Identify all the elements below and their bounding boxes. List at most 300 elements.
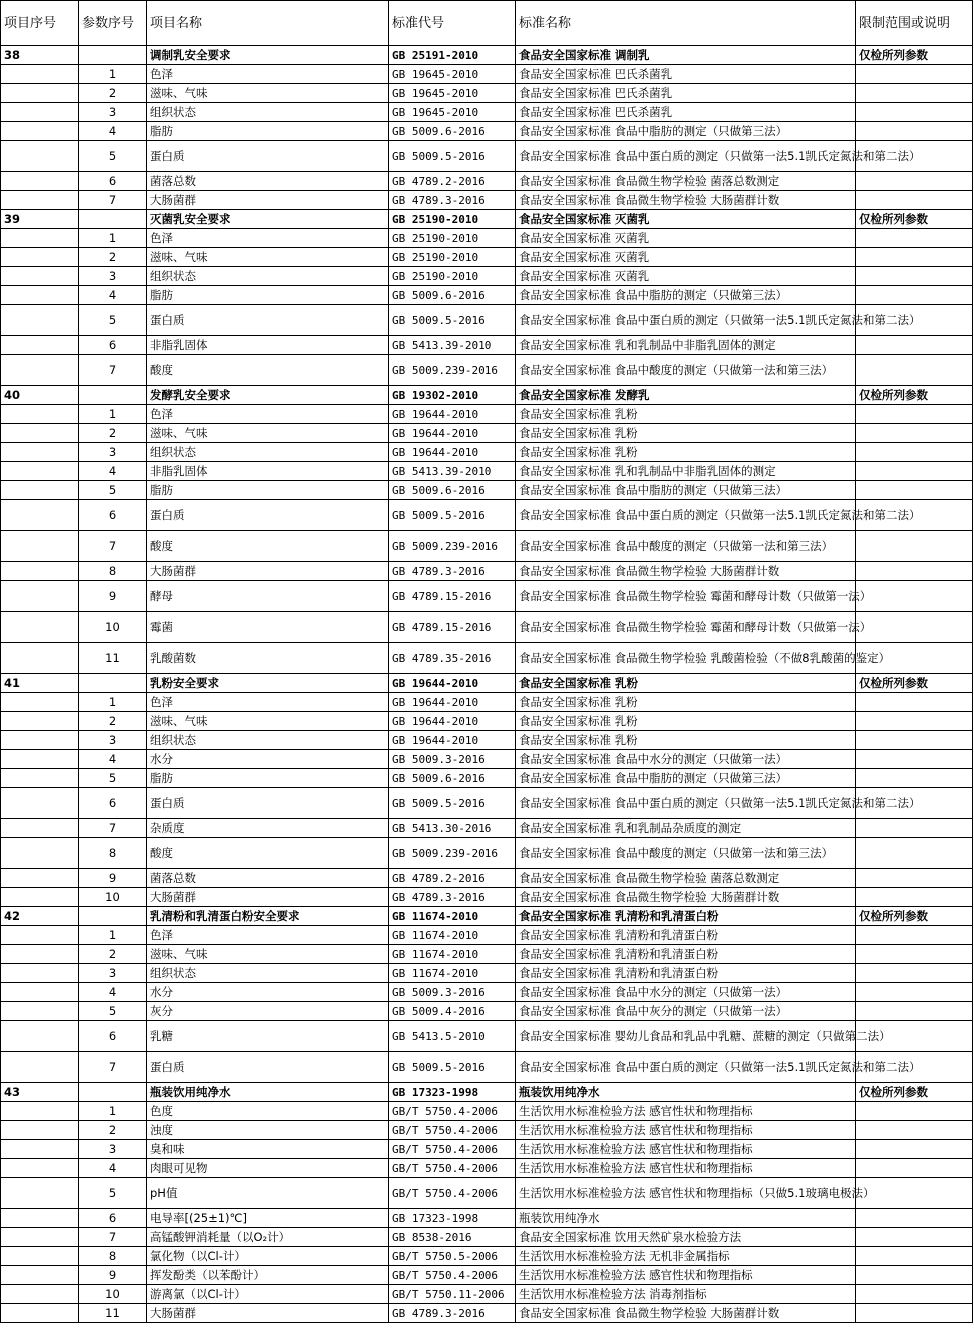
row-param-no: 6 (79, 1209, 147, 1228)
row-standard-name: 食品安全国家标准 巴氏杀菌乳 (516, 103, 856, 122)
row-param-no: 4 (79, 1159, 147, 1178)
row-standard-code: GB 4789.15-2016 (389, 581, 516, 612)
table-row (1, 65, 973, 84)
group-name: 灭菌乳安全要求 (147, 210, 389, 229)
row-param-no: 8 (79, 838, 147, 869)
row-note-empty (856, 693, 973, 712)
row-standard-name: 食品安全国家标准 食品中蛋白质的测定（只做第一法5.1凯氏定氮法和第二法） (516, 1052, 856, 1083)
row-param-no: 9 (79, 1266, 147, 1285)
row-standard-name: 食品安全国家标准 乳清粉和乳清蛋白粉 (516, 964, 856, 983)
row-standard-name: 生活饮用水标准检验方法 感官性状和物理指标 (516, 1121, 856, 1140)
row-project-empty (1, 443, 79, 462)
row-param-no: 1 (79, 65, 147, 84)
row-standard-name: 生活饮用水标准检验方法 消毒剂指标 (516, 1285, 856, 1304)
row-note-empty (856, 1228, 973, 1247)
row-standard-code: GB 5009.4-2016 (389, 1002, 516, 1021)
group-name: 调制乳安全要求 (147, 46, 389, 65)
row-item-name: 滋味、气味 (147, 945, 389, 964)
row-item-name: 色泽 (147, 65, 389, 84)
row-standard-name: 食品安全国家标准 食品中蛋白质的测定（只做第一法5.1凯氏定氮法和第二法） (516, 788, 856, 819)
row-item-name: 杂质度 (147, 819, 389, 838)
row-standard-name: 生活饮用水标准检验方法 感官性状和物理指标 (516, 1140, 856, 1159)
row-item-name: 非脂乳固体 (147, 336, 389, 355)
row-item-name: 游离氯（以Cl-计） (147, 1285, 389, 1304)
table-row (1, 1140, 973, 1159)
table-row (1, 1285, 973, 1304)
row-item-name: 脂肪 (147, 481, 389, 500)
group-row (1, 210, 973, 229)
row-standard-name: 食品安全国家标准 食品中水分的测定（只做第一法） (516, 983, 856, 1002)
row-project-empty (1, 1140, 79, 1159)
row-item-name: 大肠菌群 (147, 1304, 389, 1323)
group-param-empty (79, 674, 147, 693)
row-standard-name: 食品安全国家标准 食品中蛋白质的测定（只做第一法5.1凯氏定氮法和第二法） (516, 305, 856, 336)
group-note: 仅检所列参数 (856, 386, 973, 405)
row-param-no: 7 (79, 191, 147, 210)
table-row (1, 1266, 973, 1285)
group-param-empty (79, 46, 147, 65)
row-standard-name: 食品安全国家标准 乳粉 (516, 693, 856, 712)
row-param-no: 2 (79, 424, 147, 443)
table-row (1, 500, 973, 531)
row-standard-name: 食品安全国家标准 食品中酸度的测定（只做第一法和第三法） (516, 838, 856, 869)
header-standard-code: 标准代号 (389, 1, 516, 46)
group-name: 瓶装饮用纯净水 (147, 1083, 389, 1102)
row-item-name: 乳酸菌数 (147, 643, 389, 674)
row-note-empty (856, 1247, 973, 1266)
row-param-no: 4 (79, 462, 147, 481)
row-standard-code: GB 4789.15-2016 (389, 612, 516, 643)
header-param-no: 参数序号 (79, 1, 147, 46)
row-standard-name: 食品安全国家标准 乳粉 (516, 443, 856, 462)
row-project-empty (1, 103, 79, 122)
row-item-name: 大肠菌群 (147, 888, 389, 907)
row-standard-code: GB 25190-2010 (389, 248, 516, 267)
row-standard-name: 食品安全国家标准 乳清粉和乳清蛋白粉 (516, 926, 856, 945)
group-name: 发酵乳安全要求 (147, 386, 389, 405)
table-row (1, 1121, 973, 1140)
row-standard-code: GB/T 5750.4-2006 (389, 1102, 516, 1121)
row-project-empty (1, 888, 79, 907)
row-param-no: 1 (79, 405, 147, 424)
row-param-no: 5 (79, 305, 147, 336)
row-project-empty (1, 643, 79, 674)
table-row (1, 141, 973, 172)
row-standard-code: GB 19644-2010 (389, 424, 516, 443)
row-project-empty (1, 983, 79, 1002)
row-item-name: 蛋白质 (147, 1052, 389, 1083)
row-standard-name: 食品安全国家标准 食品中水分的测定（只做第一法） (516, 750, 856, 769)
row-param-no: 8 (79, 1247, 147, 1266)
row-param-no: 6 (79, 500, 147, 531)
row-note-empty (856, 712, 973, 731)
row-param-no: 2 (79, 84, 147, 103)
table-row (1, 581, 973, 612)
row-item-name: 大肠菌群 (147, 191, 389, 210)
row-project-empty (1, 336, 79, 355)
row-standard-name: 食品安全国家标准 乳清粉和乳清蛋白粉 (516, 945, 856, 964)
row-standard-code: GB 5413.39-2010 (389, 336, 516, 355)
table-row (1, 1228, 973, 1247)
row-standard-name: 食品安全国家标准 婴幼儿食品和乳品中乳糖、蔗糖的测定（只做第二法） (516, 1021, 856, 1052)
row-item-name: 乳糖 (147, 1021, 389, 1052)
row-param-no: 11 (79, 1304, 147, 1323)
table-row (1, 769, 973, 788)
table-row (1, 336, 973, 355)
row-standard-name: 食品安全国家标准 乳粉 (516, 424, 856, 443)
table-row (1, 643, 973, 674)
row-note-empty (856, 869, 973, 888)
row-standard-name: 生活饮用水标准检验方法 无机非金属指标 (516, 1247, 856, 1266)
group-note: 仅检所列参数 (856, 1083, 973, 1102)
row-note-empty (856, 1266, 973, 1285)
table-row (1, 84, 973, 103)
row-project-empty (1, 819, 79, 838)
row-project-empty (1, 65, 79, 84)
group-standard-name: 食品安全国家标准 灭菌乳 (516, 210, 856, 229)
row-note-empty (856, 286, 973, 305)
table-row (1, 1021, 973, 1052)
row-standard-code: GB 19644-2010 (389, 443, 516, 462)
table-row (1, 424, 973, 443)
row-item-name: 色泽 (147, 229, 389, 248)
row-item-name: 组织状态 (147, 267, 389, 286)
row-item-name: 挥发酚类（以苯酚计） (147, 1266, 389, 1285)
group-standard-code: GB 11674-2010 (389, 907, 516, 926)
row-param-no: 10 (79, 1285, 147, 1304)
table-row (1, 869, 973, 888)
table-row (1, 443, 973, 462)
row-param-no: 7 (79, 1052, 147, 1083)
group-standard-name: 食品安全国家标准 调制乳 (516, 46, 856, 65)
row-note-empty (856, 769, 973, 788)
row-project-empty (1, 172, 79, 191)
row-param-no: 11 (79, 643, 147, 674)
group-name: 乳清粉和乳清蛋白粉安全要求 (147, 907, 389, 926)
table-row (1, 888, 973, 907)
row-item-name: 酸度 (147, 531, 389, 562)
row-param-no: 6 (79, 172, 147, 191)
row-project-empty (1, 191, 79, 210)
row-project-empty (1, 1052, 79, 1083)
row-standard-code: GB 5009.3-2016 (389, 750, 516, 769)
table-row (1, 562, 973, 581)
row-note-empty (856, 248, 973, 267)
row-standard-code: GB 25190-2010 (389, 229, 516, 248)
row-param-no: 5 (79, 769, 147, 788)
table-row (1, 1159, 973, 1178)
row-item-name: 酵母 (147, 581, 389, 612)
row-param-no: 10 (79, 612, 147, 643)
row-item-name: 脂肪 (147, 122, 389, 141)
row-standard-code: GB 4789.35-2016 (389, 643, 516, 674)
row-param-no: 7 (79, 355, 147, 386)
row-standard-name: 食品安全国家标准 灭菌乳 (516, 248, 856, 267)
row-item-name: 蛋白质 (147, 500, 389, 531)
row-standard-code: GB 5009.5-2016 (389, 141, 516, 172)
row-project-empty (1, 84, 79, 103)
row-item-name: 色泽 (147, 405, 389, 424)
row-note-empty (856, 1140, 973, 1159)
row-standard-name: 食品安全国家标准 食品微生物学检验 大肠菌群计数 (516, 1304, 856, 1323)
row-standard-name: 食品安全国家标准 饮用天然矿泉水检验方法 (516, 1228, 856, 1247)
row-project-empty (1, 424, 79, 443)
row-param-no: 3 (79, 443, 147, 462)
header-project-name: 项目名称 (147, 1, 389, 46)
row-standard-code: GB 19645-2010 (389, 65, 516, 84)
row-standard-code: GB 19644-2010 (389, 731, 516, 750)
row-note-empty (856, 612, 973, 643)
row-standard-code: GB 5009.5-2016 (389, 788, 516, 819)
row-project-empty (1, 562, 79, 581)
row-item-name: 酸度 (147, 355, 389, 386)
row-standard-name: 食品安全国家标准 食品中脂肪的测定（只做第三法） (516, 481, 856, 500)
row-note-empty (856, 1209, 973, 1228)
row-note-empty (856, 1121, 973, 1140)
row-param-no: 5 (79, 1178, 147, 1209)
row-standard-code: GB 5009.239-2016 (389, 838, 516, 869)
row-item-name: 氯化物（以Cl-计） (147, 1247, 389, 1266)
row-param-no: 6 (79, 336, 147, 355)
table-row (1, 1247, 973, 1266)
row-project-empty (1, 531, 79, 562)
row-standard-name: 生活饮用水标准检验方法 感官性状和物理指标 (516, 1102, 856, 1121)
row-param-no: 6 (79, 788, 147, 819)
row-project-empty (1, 248, 79, 267)
row-project-empty (1, 1121, 79, 1140)
row-standard-name: 生活饮用水标准检验方法 感官性状和物理指标 (516, 1159, 856, 1178)
row-project-empty (1, 462, 79, 481)
header-row (1, 1, 973, 46)
group-name: 乳粉安全要求 (147, 674, 389, 693)
header-standard-name: 标准名称 (516, 1, 856, 46)
row-standard-name: 生活饮用水标准检验方法 感官性状和物理指标（只做5.1玻璃电极法） (516, 1178, 856, 1209)
row-standard-code: GB 4789.2-2016 (389, 172, 516, 191)
row-standard-name: 食品安全国家标准 食品微生物学检验 大肠菌群计数 (516, 191, 856, 210)
group-row (1, 46, 973, 65)
group-id: 40 (1, 386, 79, 405)
row-standard-name: 食品安全国家标准 食品中蛋白质的测定（只做第一法5.1凯氏定氮法和第二法） (516, 500, 856, 531)
table-row (1, 267, 973, 286)
row-project-empty (1, 731, 79, 750)
table-row (1, 819, 973, 838)
table-row (1, 531, 973, 562)
row-project-empty (1, 1228, 79, 1247)
group-row (1, 386, 973, 405)
row-note-empty (856, 945, 973, 964)
row-param-no: 3 (79, 1140, 147, 1159)
row-param-no: 4 (79, 122, 147, 141)
row-standard-code: GB 4789.2-2016 (389, 869, 516, 888)
row-standard-code: GB/T 5750.11-2006 (389, 1285, 516, 1304)
row-param-no: 1 (79, 926, 147, 945)
table-row (1, 305, 973, 336)
group-id: 39 (1, 210, 79, 229)
row-note-empty (856, 103, 973, 122)
group-id: 38 (1, 46, 79, 65)
row-project-empty (1, 405, 79, 424)
row-item-name: 菌落总数 (147, 869, 389, 888)
row-project-empty (1, 1002, 79, 1021)
row-standard-name: 食品安全国家标准 乳粉 (516, 712, 856, 731)
row-item-name: 电导率[(25±1)℃] (147, 1209, 389, 1228)
row-standard-code: GB 19645-2010 (389, 84, 516, 103)
table-row (1, 1052, 973, 1083)
row-project-empty (1, 141, 79, 172)
row-standard-name: 食品安全国家标准 食品微生物学检验 菌落总数测定 (516, 869, 856, 888)
row-standard-code: GB 4789.3-2016 (389, 562, 516, 581)
group-standard-name: 瓶装饮用纯净水 (516, 1083, 856, 1102)
row-standard-code: GB/T 5750.4-2006 (389, 1159, 516, 1178)
group-standard-code: GB 17323-1998 (389, 1083, 516, 1102)
group-standard-name: 食品安全国家标准 发酵乳 (516, 386, 856, 405)
row-param-no: 5 (79, 481, 147, 500)
row-note-empty (856, 562, 973, 581)
row-standard-name: 食品安全国家标准 乳粉 (516, 731, 856, 750)
group-id: 43 (1, 1083, 79, 1102)
group-row (1, 1083, 973, 1102)
row-standard-code: GB 5009.6-2016 (389, 481, 516, 500)
row-standard-name: 食品安全国家标准 食品中蛋白质的测定（只做第一法5.1凯氏定氮法和第二法） (516, 141, 856, 172)
row-note-empty (856, 267, 973, 286)
row-item-name: 滋味、气味 (147, 248, 389, 267)
row-project-empty (1, 229, 79, 248)
row-item-name: 高锰酸钾消耗量（以O₂计） (147, 1228, 389, 1247)
group-standard-code: GB 19302-2010 (389, 386, 516, 405)
row-standard-code: GB 17323-1998 (389, 1209, 516, 1228)
row-standard-code: GB 19644-2010 (389, 405, 516, 424)
row-standard-code: GB 5009.239-2016 (389, 355, 516, 386)
row-item-name: 臭和味 (147, 1140, 389, 1159)
row-standard-name: 食品安全国家标准 食品微生物学检验 乳酸菌检验（不做8乳酸菌的鉴定） (516, 643, 856, 674)
row-item-name: 水分 (147, 983, 389, 1002)
row-standard-name: 食品安全国家标准 食品微生物学检验 霉菌和酵母计数（只做第一法） (516, 581, 856, 612)
row-project-empty (1, 838, 79, 869)
table-row (1, 355, 973, 386)
row-item-name: 蛋白质 (147, 788, 389, 819)
group-standard-name: 食品安全国家标准 乳清粉和乳清蛋白粉 (516, 907, 856, 926)
row-standard-name: 食品安全国家标准 乳和乳制品中非脂乳固体的测定 (516, 462, 856, 481)
row-standard-name: 食品安全国家标准 食品微生物学检验 菌落总数测定 (516, 172, 856, 191)
row-note-empty (856, 838, 973, 869)
table-row (1, 983, 973, 1002)
row-standard-code: GB 19645-2010 (389, 103, 516, 122)
table-row (1, 1209, 973, 1228)
group-note: 仅检所列参数 (856, 46, 973, 65)
row-standard-code: GB 11674-2010 (389, 926, 516, 945)
row-item-name: 非脂乳固体 (147, 462, 389, 481)
table-row (1, 964, 973, 983)
row-project-empty (1, 286, 79, 305)
row-project-empty (1, 869, 79, 888)
row-param-no: 6 (79, 1021, 147, 1052)
row-standard-code: GB 5009.6-2016 (389, 122, 516, 141)
table-row (1, 731, 973, 750)
row-project-empty (1, 481, 79, 500)
row-param-no: 5 (79, 1002, 147, 1021)
row-note-empty (856, 355, 973, 386)
row-note-empty (856, 122, 973, 141)
group-note: 仅检所列参数 (856, 907, 973, 926)
group-standard-code: GB 25190-2010 (389, 210, 516, 229)
table-row (1, 1178, 973, 1209)
row-project-empty (1, 612, 79, 643)
row-item-name: 菌落总数 (147, 172, 389, 191)
row-standard-code: GB 5413.39-2010 (389, 462, 516, 481)
row-note-empty (856, 229, 973, 248)
row-standard-code: GB 4789.3-2016 (389, 1304, 516, 1323)
row-standard-code: GB/T 5750.4-2006 (389, 1121, 516, 1140)
table-row (1, 1102, 973, 1121)
table-row (1, 191, 973, 210)
row-param-no: 4 (79, 286, 147, 305)
table-row (1, 926, 973, 945)
group-row (1, 907, 973, 926)
row-standard-code: GB 5009.5-2016 (389, 1052, 516, 1083)
row-project-empty (1, 1209, 79, 1228)
row-item-name: 霉菌 (147, 612, 389, 643)
row-project-empty (1, 945, 79, 964)
row-note-empty (856, 750, 973, 769)
table-row (1, 122, 973, 141)
row-item-name: 浊度 (147, 1121, 389, 1140)
row-param-no: 7 (79, 1228, 147, 1247)
row-param-no: 1 (79, 1102, 147, 1121)
row-note-empty (856, 531, 973, 562)
group-standard-code: GB 25191-2010 (389, 46, 516, 65)
row-item-name: 酸度 (147, 838, 389, 869)
group-id: 41 (1, 674, 79, 693)
row-note-empty (856, 424, 973, 443)
group-id: 42 (1, 907, 79, 926)
group-param-empty (79, 907, 147, 926)
row-standard-code: GB/T 5750.5-2006 (389, 1247, 516, 1266)
group-param-empty (79, 386, 147, 405)
row-standard-name: 食品安全国家标准 灭菌乳 (516, 229, 856, 248)
row-standard-name: 食品安全国家标准 食品微生物学检验 霉菌和酵母计数（只做第一法） (516, 612, 856, 643)
row-item-name: 肉眼可见物 (147, 1159, 389, 1178)
table-row (1, 712, 973, 731)
row-project-empty (1, 1102, 79, 1121)
row-standard-code: GB 5009.6-2016 (389, 286, 516, 305)
row-project-empty (1, 712, 79, 731)
row-project-empty (1, 122, 79, 141)
row-standard-name: 食品安全国家标准 食品中脂肪的测定（只做第三法） (516, 286, 856, 305)
group-row (1, 674, 973, 693)
row-param-no: 1 (79, 229, 147, 248)
row-project-empty (1, 1247, 79, 1266)
table-row (1, 462, 973, 481)
row-standard-code: GB 11674-2010 (389, 964, 516, 983)
row-project-empty (1, 267, 79, 286)
table-row (1, 1002, 973, 1021)
row-param-no: 3 (79, 267, 147, 286)
row-standard-name: 食品安全国家标准 食品中酸度的测定（只做第一法和第三法） (516, 531, 856, 562)
table-row (1, 1304, 973, 1323)
row-project-empty (1, 1285, 79, 1304)
row-standard-name: 食品安全国家标准 食品中酸度的测定（只做第一法和第三法） (516, 355, 856, 386)
row-item-name: 滋味、气味 (147, 84, 389, 103)
group-standard-name: 食品安全国家标准 乳粉 (516, 674, 856, 693)
row-note-empty (856, 336, 973, 355)
row-standard-code: GB 5009.5-2016 (389, 305, 516, 336)
row-item-name: 脂肪 (147, 286, 389, 305)
row-standard-name: 食品安全国家标准 灭菌乳 (516, 267, 856, 286)
row-standard-name: 食品安全国家标准 食品中脂肪的测定（只做第三法） (516, 769, 856, 788)
row-project-empty (1, 926, 79, 945)
row-standard-code: GB 25190-2010 (389, 267, 516, 286)
row-item-name: 脂肪 (147, 769, 389, 788)
